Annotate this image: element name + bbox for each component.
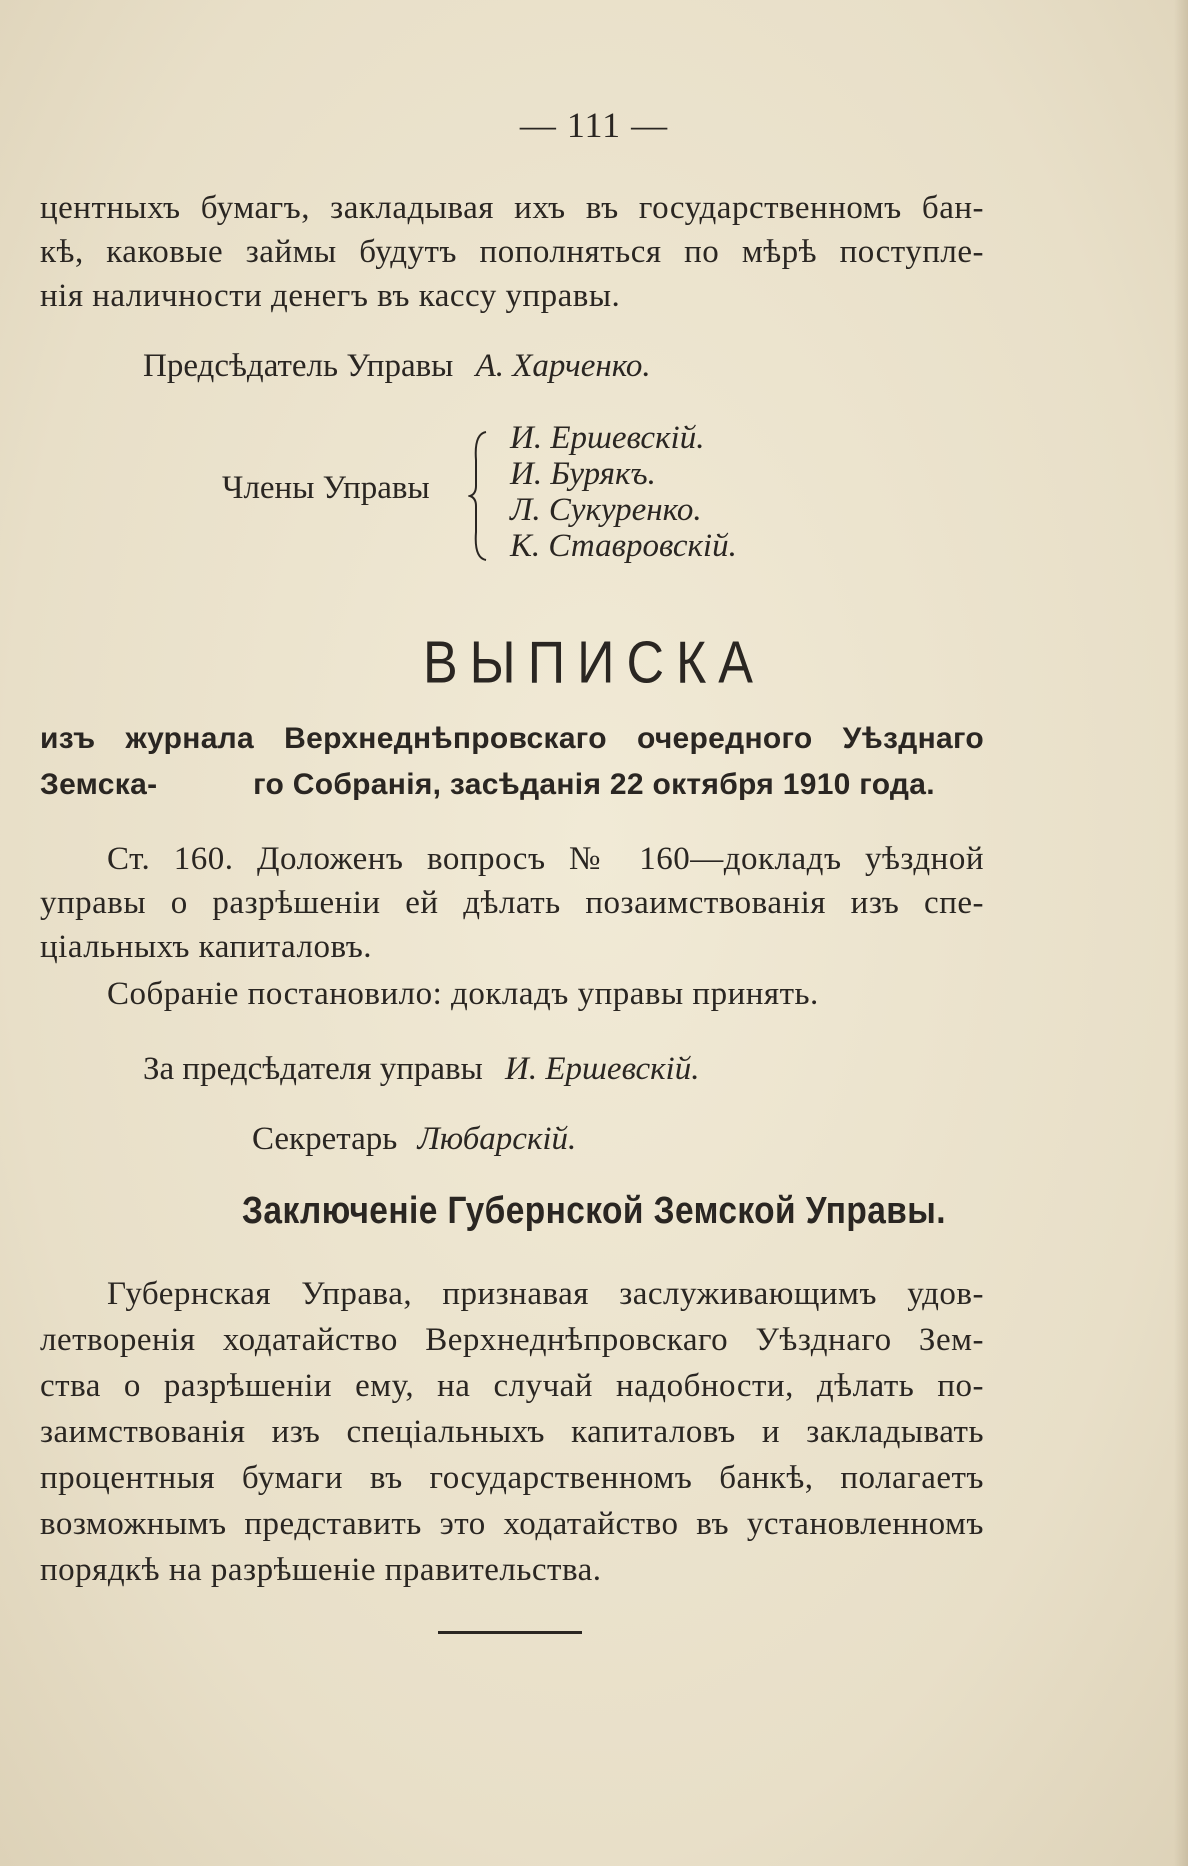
extract-title: ВЫПИСКА [423,629,765,697]
conclusion-line-4: заимствованія изъ спеціальныхъ капиталовъ и закладывать [40,1414,984,1450]
for-chairman-label: За предсѣдателя управы [143,1051,483,1087]
member-name: К. Ставровскій. [510,528,737,564]
extract-para-line-3: ціальныхъ капиталовъ. [40,929,373,965]
intro-line-2: кѣ, каковые займы будутъ пополняться по мѣрѣ поступле- [40,234,984,270]
chairman-label: Предсѣдатель Управы [143,348,454,384]
page-edge-shadow [1174,0,1188,1866]
chairman-name: А. Харченко. [475,348,651,384]
conclusion-heading: Заключеніе Губернской Земской Управы. [242,1190,946,1232]
member-name: И. Ершевскій. [510,420,705,456]
conclusion-line-6: возможнымъ представить это ходатайство въ установленномъ [40,1506,984,1542]
extract-subtitle-line-2: го Собранія, засѣданія 22 октября 1910 года. [253,768,935,801]
for-chairman-signature [143,1047,699,1091]
conclusion-line-2: летворенія ходатайство Верхнеднѣпровскаго Уѣзднаго Зем- [40,1322,984,1358]
conclusion-line-3: ства о разрѣшеніи ему, на случай надобности, дѣлать по- [40,1368,984,1404]
secretary-name: Любарскій. [417,1121,577,1157]
closing-rule [438,1631,582,1634]
conclusion-line-5: процентныя бумаги въ государственномъ банкѣ, полагаетъ [40,1460,984,1496]
members-label: Члены Управы [222,470,430,506]
extract-subtitle-line-1: изъ журнала Верхнеднѣпровскаго очередного Уѣзднаго Земска- [40,722,984,801]
conclusion-line-1: Губернская Управа, признавая заслуживающимъ удов- [107,1276,984,1312]
extract-para-line-2: управы о разрѣшеніи ей дѣлать позаимствованія изъ спе- [40,885,984,921]
page-number: — 111 — [519,105,669,145]
intro-line-3: нія наличности денегъ въ кассу управы. [40,278,621,314]
chairman-signature [143,344,651,388]
members-brace [468,430,490,562]
secretary-label: Секретарь [252,1121,398,1157]
intro-line-1: центныхъ бумагъ, закладывая ихъ въ государственномъ бан- [40,190,984,226]
member-name: Л. Сукуренко. [510,492,702,528]
extract-resolution: Собраніе постановило: докладъ управы принять. [107,976,819,1012]
member-name: И. Бурякъ. [510,456,656,492]
for-chairman-name: И. Ершевскій. [505,1051,700,1087]
secretary-signature [252,1117,576,1161]
extract-para-line-1: Ст. 160. Доложенъ вопросъ № 160—докладъ уѣздной [107,841,984,877]
conclusion-line-7: порядкѣ на разрѣшеніе правительства. [40,1552,602,1588]
